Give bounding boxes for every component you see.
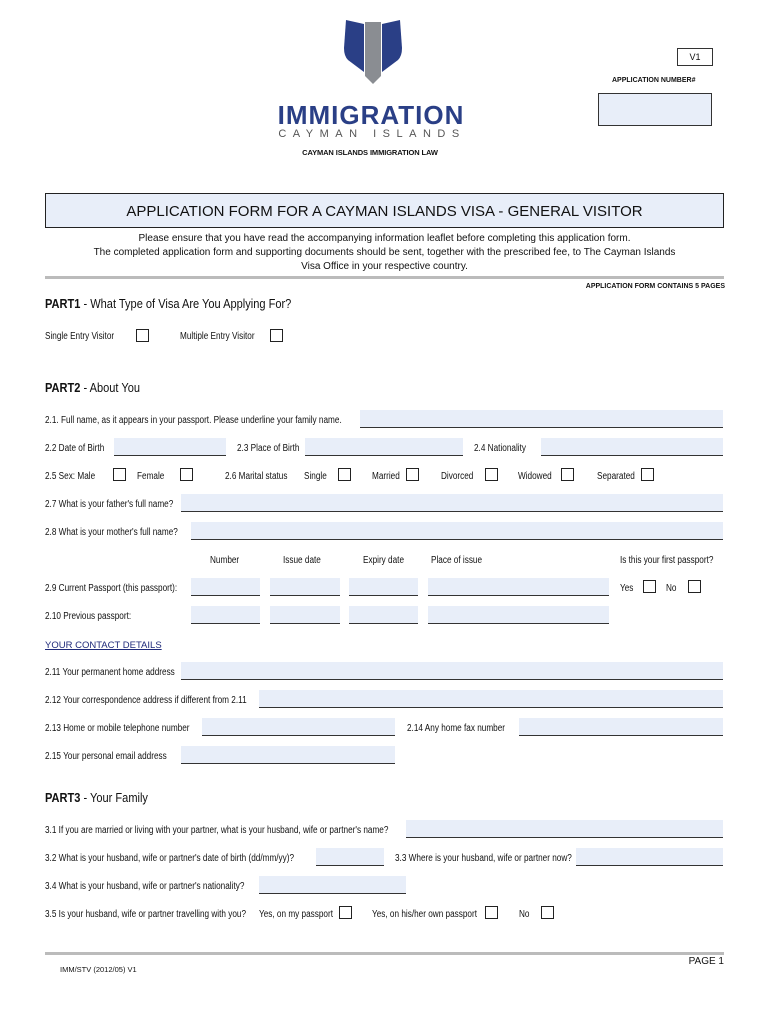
current-passport-place[interactable]	[428, 578, 609, 596]
mother-name-label: 2.8 What is your mother's full name?	[45, 527, 178, 538]
single-entry-label: Single Entry Visitor	[45, 331, 115, 342]
divorced-label: Divorced	[441, 471, 474, 482]
partner-name-label: 3.1 If you are married or living with your partner, what is your husband, wife or partner's name?	[45, 825, 389, 836]
partner-nationality-field[interactable]	[259, 876, 406, 894]
application-number-label: APPLICATION NUMBER#	[612, 77, 696, 84]
current-passport-issue[interactable]	[270, 578, 340, 596]
part3-heading: PART3 - Your Family	[45, 790, 148, 805]
correspondence-address-field[interactable]	[259, 690, 723, 708]
own-passport-checkbox[interactable]	[485, 906, 498, 919]
full-name-field[interactable]	[360, 410, 723, 428]
footer-divider	[45, 952, 724, 955]
partner-location-field[interactable]	[576, 848, 723, 866]
previous-passport-number[interactable]	[191, 606, 260, 624]
partner-dob-field[interactable]	[316, 848, 384, 866]
full-name-label: 2.1. Full name, as it appears in your passport. Please underline your family name.	[45, 415, 342, 426]
partner-name-field[interactable]	[406, 820, 723, 838]
email-label: 2.15 Your personal email address	[45, 751, 167, 762]
single-label: Single	[304, 471, 327, 482]
col-first-passport: Is this your first passport?	[620, 555, 714, 566]
female-label: Female	[137, 471, 165, 482]
nationality-label: 2.4 Nationality	[474, 443, 526, 454]
telephone-field[interactable]	[202, 718, 395, 736]
divider	[45, 276, 724, 279]
page-number: PAGE 1	[688, 956, 724, 967]
not-travelling-checkbox[interactable]	[541, 906, 554, 919]
partner-dob-label: 3.2 What is your husband, wife or partner's date of birth (dd/mm/yy)?	[45, 853, 295, 864]
logo	[340, 18, 406, 88]
mother-name-field[interactable]	[191, 522, 723, 540]
form-code: IMM/STV (2012/05) V1	[60, 965, 137, 974]
home-address-label: 2.11 Your permanent home address	[45, 667, 175, 678]
nationality-field[interactable]	[541, 438, 723, 456]
current-passport-number[interactable]	[191, 578, 260, 596]
intro-line-2: The completed application form and supporting documents should be sent, together with the prescribed fee, to The Cayman Islands	[93, 247, 676, 258]
own-passport-label: Yes, on his/her own passport	[372, 909, 477, 920]
form-title: APPLICATION FORM FOR A CAYMAN ISLANDS VISA - GENERAL VISITOR	[126, 203, 643, 220]
first-passport-no-checkbox[interactable]	[688, 580, 701, 593]
fax-field[interactable]	[519, 718, 723, 736]
telephone-label: 2.13 Home or mobile telephone number	[45, 723, 190, 734]
widowed-checkbox[interactable]	[561, 468, 574, 481]
not-travelling-label: No	[519, 909, 530, 920]
previous-passport-place[interactable]	[428, 606, 609, 624]
intro-line-3: Visa Office in your respective country.	[301, 261, 468, 272]
multiple-entry-checkbox[interactable]	[270, 329, 283, 342]
application-number-field[interactable]	[598, 93, 712, 126]
previous-passport-expiry[interactable]	[349, 606, 418, 624]
email-field[interactable]	[181, 746, 395, 764]
current-passport-label: 2.9 Current Passport (this passport):	[45, 583, 178, 594]
place-of-birth-field[interactable]	[305, 438, 463, 456]
col-expiry-date: Expiry date	[363, 555, 405, 566]
first-passport-yes-checkbox[interactable]	[643, 580, 656, 593]
org-subtitle: CAYMAN ISLANDS	[278, 128, 466, 140]
married-checkbox[interactable]	[406, 468, 419, 481]
form-title-box	[45, 193, 724, 228]
pages-note: APPLICATION FORM CONTAINS 5 PAGES	[585, 283, 725, 290]
fax-label: 2.14 Any home fax number	[407, 723, 506, 734]
place-of-birth-label: 2.3 Place of Birth	[237, 443, 300, 454]
first-passport-no-label: No	[666, 583, 677, 594]
sex-male-label: 2.5 Sex: Male	[45, 471, 96, 482]
shield-logo-icon	[340, 18, 406, 88]
marital-status-label: 2.6 Marital status	[225, 471, 288, 482]
partner-nationality-label: 3.4 What is your husband, wife or partner's nationality?	[45, 881, 245, 892]
dob-label: 2.2 Date of Birth	[45, 443, 105, 454]
separated-label: Separated	[597, 471, 635, 482]
separated-checkbox[interactable]	[641, 468, 654, 481]
partner-travelling-label: 3.5 Is your husband, wife or partner travelling with you?	[45, 909, 247, 920]
version-box: V1	[677, 48, 713, 66]
correspondence-address-label: 2.12 Your correspondence address if different from 2.11	[45, 695, 247, 706]
widowed-label: Widowed	[518, 471, 552, 482]
previous-passport-issue[interactable]	[270, 606, 340, 624]
first-passport-yes-label: Yes	[620, 583, 634, 594]
multiple-entry-label: Multiple Entry Visitor	[180, 331, 255, 342]
single-entry-checkbox[interactable]	[136, 329, 149, 342]
contact-details-heading: YOUR CONTACT DETAILS	[45, 640, 162, 651]
part1-heading: PART1 - What Type of Visa Are You Applying For?	[45, 296, 292, 311]
father-name-label: 2.7 What is your father's full name?	[45, 499, 174, 510]
on-my-passport-checkbox[interactable]	[339, 906, 352, 919]
org-name: IMMIGRATION	[277, 100, 465, 130]
current-passport-expiry[interactable]	[349, 578, 418, 596]
divorced-checkbox[interactable]	[485, 468, 498, 481]
partner-location-label: 3.3 Where is your husband, wife or partner now?	[395, 853, 572, 864]
father-name-field[interactable]	[181, 494, 723, 512]
law-label: CAYMAN ISLANDS IMMIGRATION LAW	[302, 148, 438, 157]
on-my-passport-label: Yes, on my passport	[259, 909, 333, 920]
dob-field[interactable]	[114, 438, 226, 456]
female-checkbox[interactable]	[180, 468, 193, 481]
male-checkbox[interactable]	[113, 468, 126, 481]
single-checkbox[interactable]	[338, 468, 351, 481]
part2-heading: PART2 - About You	[45, 380, 141, 395]
col-place-of-issue: Place of issue	[431, 555, 483, 566]
intro-line-1: Please ensure that you have read the accompanying information leaflet before completing this application form.	[138, 233, 631, 244]
col-number: Number	[210, 555, 240, 566]
col-issue-date: Issue date	[283, 555, 321, 566]
home-address-field[interactable]	[181, 662, 723, 680]
previous-passport-label: 2.10 Previous passport:	[45, 611, 132, 622]
married-label: Married	[372, 471, 400, 482]
